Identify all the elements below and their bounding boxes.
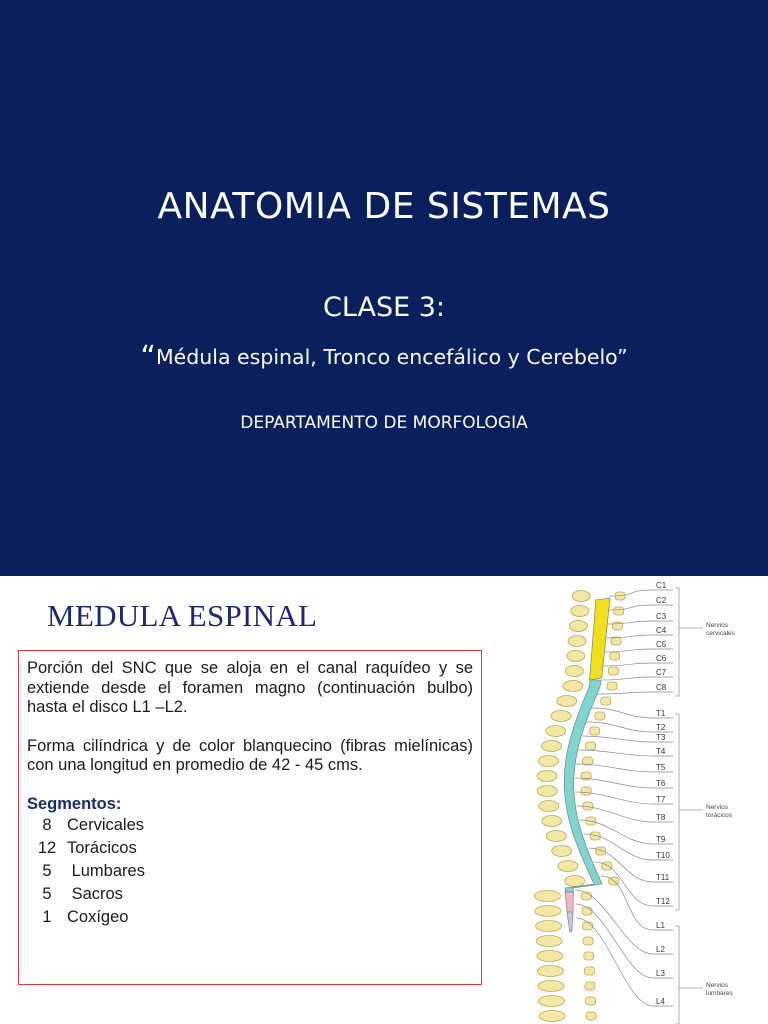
segment-label: T8 [656, 813, 666, 822]
vertebra-process [583, 757, 593, 765]
vertebra-process [583, 937, 593, 945]
vertebra-body [546, 726, 566, 737]
segment-row [27, 837, 473, 860]
content-slide [0, 576, 768, 1024]
segment-count: 5 [42, 885, 52, 903]
vertebra-body [537, 951, 563, 962]
vertebra-process [586, 742, 596, 750]
subtitle-text: Médula espinal, Tronco encefálico y Cerebelo” [155, 345, 628, 369]
vertebra-body [536, 921, 562, 932]
vertebra-process [581, 787, 591, 795]
group-label-line2: lumbares [706, 990, 733, 997]
segment-row [27, 814, 473, 837]
segment-label: C2 [656, 596, 667, 605]
group-label-line1: Nervios [706, 622, 729, 629]
group-label-line1: Nervios [706, 982, 729, 989]
group-label-line2: cervicales [706, 630, 735, 637]
vertebra-process [583, 922, 593, 930]
vertebra-body [542, 816, 562, 827]
vertebra-body [535, 906, 561, 917]
segment-label: T7 [656, 795, 666, 804]
vertebra-process [596, 847, 606, 855]
vertebra-process [582, 907, 592, 915]
vertebra-body [539, 801, 559, 812]
section-title: MEDULA ESPINAL [47, 598, 318, 633]
vertebra-body [565, 666, 583, 677]
vertebra-process [607, 682, 617, 690]
segments-heading: Segmentos: [27, 794, 122, 813]
vertebra-process [590, 727, 600, 735]
segment-row [27, 906, 473, 929]
segment-name: Cervicales [67, 816, 145, 834]
segment-label: T3 [656, 733, 666, 742]
vertebra-process [590, 832, 600, 840]
segment-label: T9 [656, 835, 666, 844]
vertebra-process [585, 982, 595, 990]
vertebra-process [584, 967, 594, 975]
vertebra-body [558, 861, 578, 872]
segment-label: C7 [656, 668, 667, 677]
vertebra-body [539, 996, 565, 1007]
vertebra-process [595, 712, 605, 720]
segment-label: T2 [656, 723, 666, 732]
segment-count: 1 [42, 908, 52, 926]
segment-label: T1 [656, 709, 666, 718]
vertebra-body [537, 786, 557, 797]
vertebra-process [601, 697, 611, 705]
vertebra-process [584, 952, 594, 960]
segment-label: C1 [656, 581, 667, 590]
vertebra-body [537, 966, 563, 977]
segment-name: Lumbares [67, 862, 145, 880]
description-box [18, 650, 482, 985]
segment-count: 5 [42, 862, 52, 880]
vertebra-process [610, 652, 620, 660]
segment-label: L3 [656, 969, 665, 978]
vertebra-body [565, 876, 585, 887]
segment-label: C4 [656, 626, 667, 635]
vertebra-body [536, 936, 562, 947]
vertebra-body [572, 591, 590, 602]
segment-label: T5 [656, 763, 666, 772]
vertebra-process [614, 607, 624, 615]
slide-title: ANATOMIA DE SISTEMAS [157, 186, 611, 227]
segment-name: Torácicos [67, 839, 137, 857]
segment-name: Coxígeo [67, 908, 129, 926]
class-subtitle [0, 340, 768, 375]
vertebra-body [568, 636, 586, 647]
segment-row [27, 883, 473, 906]
vertebra-process [608, 667, 618, 675]
segment-label: C3 [656, 612, 667, 621]
class-number: CLASE 3: [322, 292, 446, 323]
segment-label: T11 [656, 873, 670, 882]
segment-label: L1 [656, 921, 665, 930]
segment-name: Sacros [67, 885, 123, 903]
segment-label: L2 [656, 945, 665, 954]
vertebra-body [539, 1011, 565, 1022]
segment-row [27, 860, 473, 883]
segment-label: T6 [656, 779, 666, 788]
vertebra-body [539, 756, 559, 767]
segment-label: T10 [656, 851, 670, 860]
segment-label: C6 [656, 654, 667, 663]
group-label-line2: torácicos [706, 812, 733, 819]
department-name: DEPARTAMENTO DE MORFOLOGIA [240, 413, 528, 433]
segment-count: 8 [42, 816, 52, 834]
segment-label: T12 [656, 897, 670, 906]
segment-label: C8 [656, 683, 667, 692]
vertebra-body [542, 741, 562, 752]
description-paragraph: Forma cilíndrica y de color blanquecino (fibras mielínicas) con una longitud en promedio de 42 - 45 cms. [27, 736, 473, 774]
vertebra-body [571, 606, 589, 617]
vertebra-body [546, 831, 566, 842]
vertebra-process [612, 622, 622, 630]
vertebra-body [537, 771, 557, 782]
group-label-line1: Nervios [706, 804, 729, 811]
vertebra-body [557, 696, 577, 707]
vertebra-body [563, 681, 583, 692]
segment-label: C5 [656, 640, 667, 649]
description-paragraph: Porción del SNC que se aloja en el canal raquídeo y se extiende desde el foramen magno (continuación bulbo) hasta el disco L1 –L2. [27, 659, 473, 716]
segment-count: 12 [37, 839, 57, 857]
vertebra-process [586, 1012, 596, 1020]
vertebra-body [534, 891, 560, 902]
vertebra-body [552, 846, 572, 857]
vertebra-process [586, 997, 596, 1005]
vertebra-body [551, 711, 571, 722]
segment-label: T4 [656, 747, 666, 756]
spinal-cord-diagram [505, 576, 768, 1024]
vertebra-body [538, 981, 564, 992]
vertebra-body [569, 621, 587, 632]
vertebra-process [602, 862, 612, 870]
segment-label: L4 [656, 997, 665, 1006]
vertebra-body [567, 651, 585, 662]
subtitle-open-quote: “ [140, 340, 156, 375]
